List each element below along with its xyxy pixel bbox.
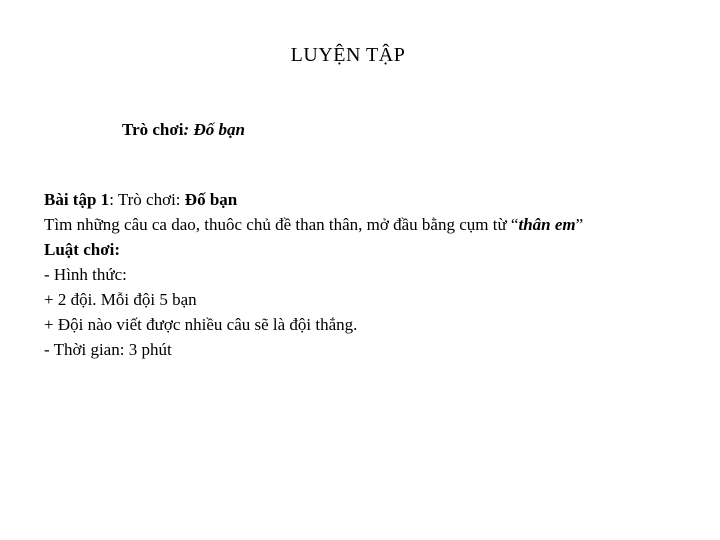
task-close-quote: ” <box>575 215 584 234</box>
rule-item: + 2 đội. Mỗi đội 5 bạn <box>44 290 197 309</box>
exercise-game-name: Đố bạn <box>184 190 238 209</box>
rule-item: - Thời gian: 3 phút <box>44 340 172 359</box>
subtitle-prefix: Trò chơi <box>122 120 184 139</box>
task-text: Tìm những câu ca dao, thuôc chủ đề than thân, mở đầu bằng cụm từ “ <box>44 215 519 234</box>
rules-heading: Luật chơi: <box>44 240 121 259</box>
task-phrase: thân em <box>518 215 576 234</box>
slide-title: LUYỆN TẬP <box>290 44 406 66</box>
exercise-label: Bài tập 1 <box>44 190 110 209</box>
exercise-rest: : Trò chơi: <box>109 190 185 209</box>
rule-item: - Hình thức: <box>44 265 127 284</box>
slide-body <box>44 187 704 362</box>
task-line <box>44 212 704 237</box>
rule-item: + Đội nào viết được nhiều câu sẽ là đội thắng. <box>44 315 358 334</box>
subtitle-game-name: Đố bạn <box>189 120 245 139</box>
subtitle-colon: : <box>183 120 190 139</box>
exercise-line <box>44 187 704 212</box>
slide-subtitle <box>122 120 245 140</box>
